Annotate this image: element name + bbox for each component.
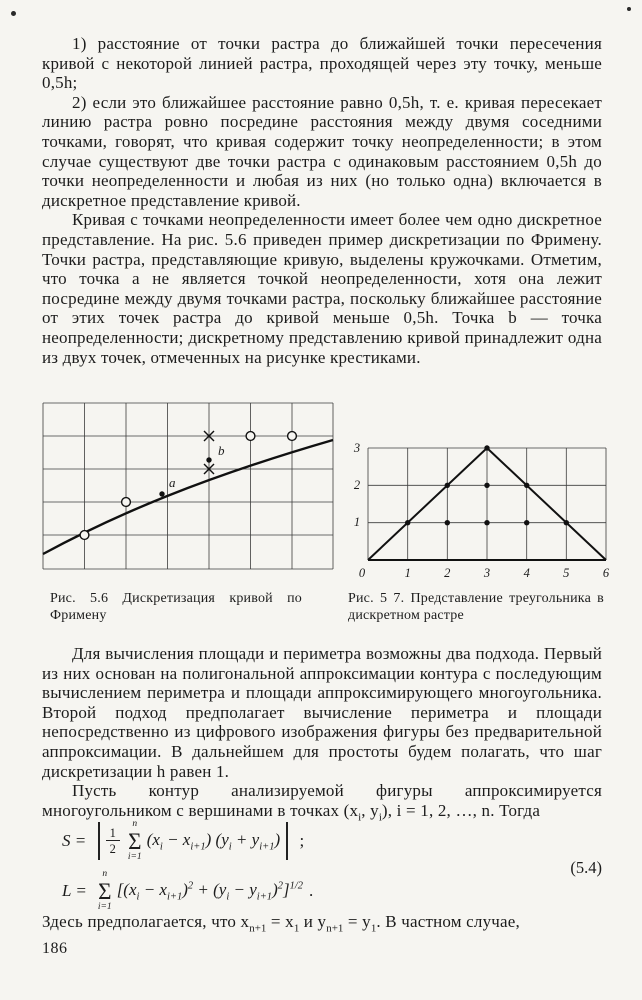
paragraph-freeman: Кривая с точками неопределенности имеет более чем одно дискретное представление. На рис. 5.6 приведен пример дискретизации по Фримену. Точки растра, представляющие кривую, выделены кружочками. Отметим, что точка a не является точкой неопределенности, хотя она лежит посредине между двумя точками растра, поскольку ближайшее расстояние от этих точек растра до кривой меньше 0,5h. Точка b — точка неопределенности; дискретному представлению кривой принадлежит одна из двух точек, отмеченных на рисунке крестиками. bbox=[42, 210, 602, 367]
sum-upper-limit: n bbox=[132, 819, 138, 829]
math-run: ) bbox=[182, 879, 188, 899]
formula-s-body bbox=[147, 830, 280, 852]
text-run: ), i = 1, 2, …, n. Тогда bbox=[381, 800, 541, 820]
x-tick-2: 2 bbox=[444, 566, 451, 580]
middle-text-block bbox=[42, 644, 602, 828]
raster-point-circles bbox=[80, 432, 296, 540]
bottom-text-block bbox=[42, 912, 602, 939]
subscript: i+1 bbox=[166, 891, 183, 903]
raster-grid bbox=[43, 403, 333, 569]
subscript: i+1 bbox=[190, 841, 206, 853]
subscript: i bbox=[228, 841, 232, 853]
math-run: ] bbox=[282, 879, 290, 899]
text-run: , y bbox=[361, 800, 379, 820]
math-run: − x bbox=[162, 829, 191, 849]
formula-s-lhs: S = bbox=[62, 831, 87, 850]
formula-area-s bbox=[42, 820, 602, 862]
scan-artifact bbox=[627, 7, 631, 11]
x-tick-1: 1 bbox=[404, 566, 411, 580]
y-tick-2: 2 bbox=[353, 478, 361, 492]
x-tick-6: 6 bbox=[602, 566, 610, 580]
scan-artifact bbox=[11, 11, 16, 16]
math-run: ) (y bbox=[205, 829, 229, 849]
x-tick-4: 4 bbox=[523, 566, 530, 580]
caption-figure-5-6: Рис. 5.6 Дискретизация кривой по Фримену bbox=[50, 591, 302, 623]
text-run: = x bbox=[266, 912, 294, 931]
subscript: n+1 bbox=[249, 922, 267, 935]
equation-number: (5.4) bbox=[570, 858, 602, 877]
x-tick-3: 3 bbox=[483, 566, 491, 580]
figure-5-7 bbox=[348, 434, 620, 586]
x-tick-0: 0 bbox=[358, 566, 366, 580]
sum-upper-limit: n bbox=[102, 869, 108, 879]
x-tick-labels bbox=[359, 566, 610, 580]
summation-symbol bbox=[98, 870, 112, 912]
text-run: = y bbox=[343, 912, 371, 931]
sum-lower-limit: i=1 bbox=[97, 901, 112, 912]
formula-l-lhs: L = bbox=[62, 881, 87, 900]
page-number: 186 bbox=[42, 940, 68, 957]
paragraph-assumption bbox=[42, 912, 602, 939]
subscript: i bbox=[378, 811, 382, 824]
figures-row bbox=[42, 400, 610, 590]
abs-bar-right bbox=[286, 822, 287, 860]
subscript: i bbox=[136, 891, 140, 903]
subscript: i+1 bbox=[259, 841, 275, 853]
y-tick-3: 3 bbox=[353, 441, 361, 455]
subscript: n+1 bbox=[326, 922, 344, 935]
text-run: Пусть контур анализируемой фигуры аппроксимируется многоугольником с вершинами в точках (x bbox=[42, 781, 602, 820]
math-run: − y bbox=[229, 879, 257, 899]
fraction-denominator: 2 bbox=[106, 840, 120, 856]
figure-5-7-plot bbox=[348, 434, 620, 586]
subscript: 1 bbox=[370, 922, 377, 935]
figure-5-6-plot bbox=[42, 402, 334, 570]
text-run: и y bbox=[299, 912, 327, 931]
formula-l-terminator: . bbox=[309, 881, 314, 900]
math-run: [(x bbox=[116, 879, 137, 899]
sum-lower-limit: i=1 bbox=[127, 851, 142, 862]
fraction-one-half bbox=[106, 826, 120, 857]
math-run: + (y bbox=[193, 879, 227, 899]
superscript: 1/2 bbox=[289, 880, 304, 892]
text-run: . В частном случае, bbox=[376, 912, 520, 931]
raster-grid bbox=[368, 448, 606, 560]
sigma-icon: Σ bbox=[98, 878, 112, 904]
subscript: i bbox=[358, 811, 362, 824]
y-tick-1: 1 bbox=[353, 515, 361, 529]
point-b-label: b bbox=[218, 443, 225, 458]
summation-symbol bbox=[128, 820, 142, 862]
math-run: ) bbox=[274, 829, 281, 849]
math-run: − x bbox=[139, 879, 167, 899]
superscript: 2 bbox=[277, 880, 283, 892]
formula-length-l bbox=[42, 870, 602, 912]
formula-l-body bbox=[117, 880, 303, 902]
subscript: i+1 bbox=[256, 891, 273, 903]
superscript: 2 bbox=[187, 880, 194, 892]
paragraph-item-2: 2) если это ближайшее расстояние равно 0,5h, т. е. кривая пересекает линию растра ровно посредине расстояния между двумя соседними точками, говорят, что кривая содержит точку неопределенности; в этом случае существуют две точки растра с одинаковым расстоянием 0,5h до точки неопределенности и любая из них (но только одна) включается в дискретное представление кривой. bbox=[42, 92, 602, 210]
sigma-icon: Σ bbox=[128, 828, 142, 854]
top-text-block bbox=[42, 34, 602, 367]
subscript: i bbox=[159, 841, 163, 853]
abs-bar-left bbox=[98, 822, 99, 860]
point-a-label: a bbox=[169, 475, 176, 490]
paragraph-two-approaches: Для вычисления площади и периметра возможны два подхода. Первый из них основан на полигональной аппроксимации контура с последующим вычислением периметра и площади аппроксимирующего многоугольника. Второй подход предполагает вычисление периметра и площади непосредственно из цифрового изображения фигуры без предварительной аппроксимации. В дальнейшем для простоты будем полагать, что шаг дискретизации h равен 1. bbox=[42, 644, 602, 781]
formula-s-terminator: ; bbox=[299, 831, 305, 850]
math-run: (x bbox=[146, 829, 160, 849]
fraction-numerator: 1 bbox=[109, 825, 116, 840]
subscript: i bbox=[226, 891, 230, 903]
x-tick-5: 5 bbox=[563, 566, 570, 580]
paragraph-item-1: 1) расстояние от точки растра до ближайшей точки пересечения кривой с некоторой линией растра, проходящей через эту точку, меньше 0,5h; bbox=[42, 34, 602, 93]
text-run: Здесь предполагается, что x bbox=[42, 912, 250, 931]
y-tick-labels bbox=[353, 441, 360, 529]
math-run: + y bbox=[231, 829, 260, 849]
subscript: 1 bbox=[293, 922, 300, 935]
equation-block-5-4 bbox=[42, 820, 602, 920]
figure-5-6 bbox=[42, 402, 334, 570]
math-run: ) bbox=[272, 879, 278, 899]
caption-figure-5-7: Рис. 5 7. Представление треугольника в дискретном растре bbox=[348, 591, 604, 623]
